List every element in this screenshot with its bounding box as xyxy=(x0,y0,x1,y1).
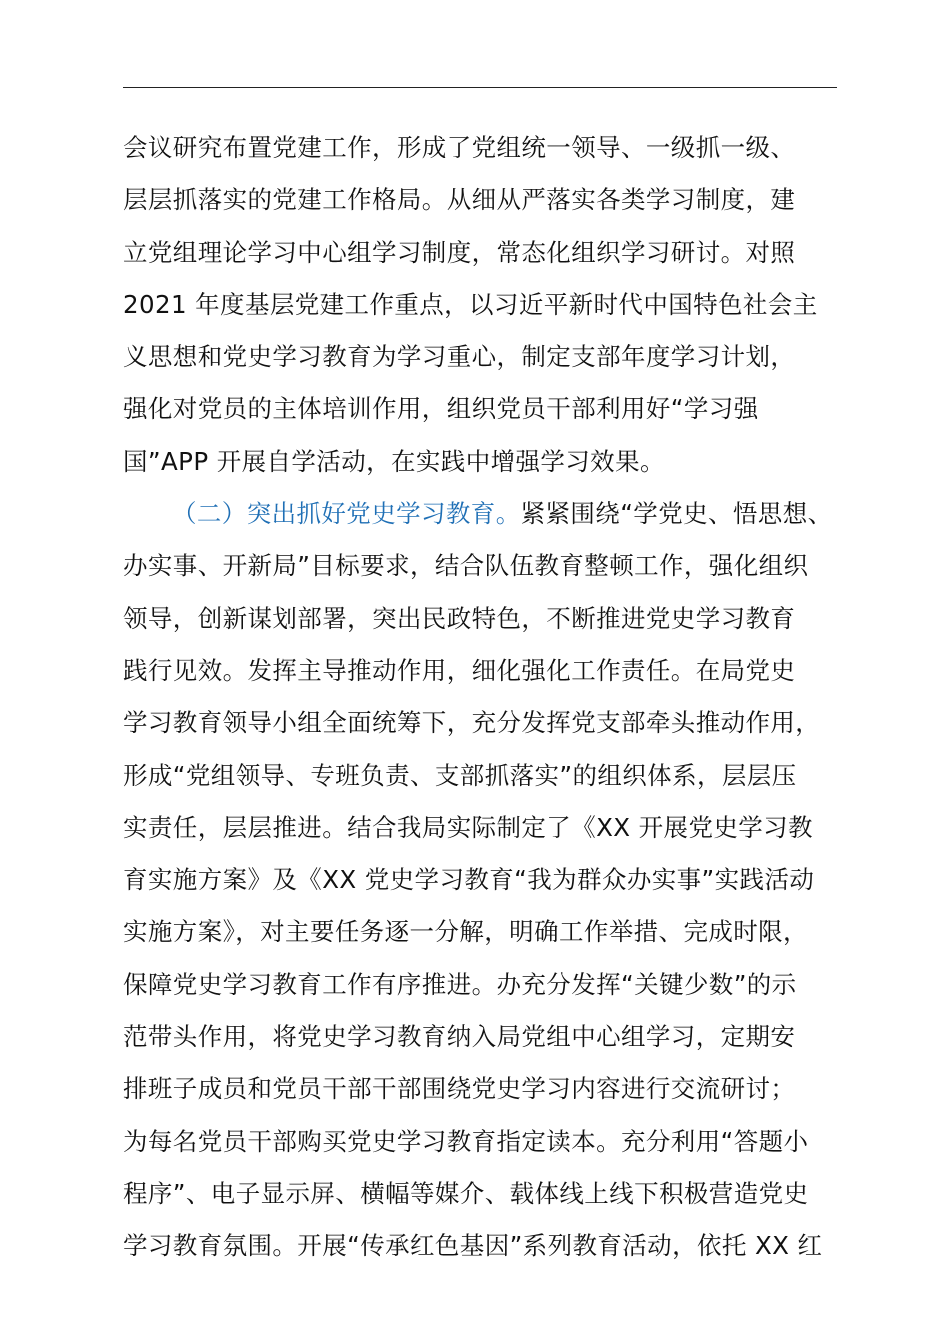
text-line: 立党组理论学习中心组学习制度，常态化组织学习研讨。对照 xyxy=(123,237,796,267)
text-line: 学习教育氛围。开展“传承红色基因”系列教育活动，依托 XX 红 xyxy=(123,1231,823,1261)
text-line: 实责任，层层推进。结合我局实际制定了《XX 开展党史学习教 xyxy=(123,812,813,842)
text-line: 程序”、电子显示屏、横幅等媒介、载体线上线下积极营造党史 xyxy=(123,1178,809,1208)
text-line: 国”APP 开展自学活动，在实践中增强学习效果。 xyxy=(123,446,665,476)
section-paragraph-first-line xyxy=(123,488,863,540)
text-line: 践行见效。发挥主导推动作用，细化强化工作责任。在局党史 xyxy=(123,655,796,685)
text-line: 办实事、开新局”目标要求，结合队伍教育整顿工作，强化组织 xyxy=(123,551,809,581)
text-line: 范带头作用，将党史学习教育纳入局党组中心组学习，定期安 xyxy=(123,1022,796,1052)
text-line: 会议研究布置党建工作，形成了党组统一领导、一级抓一级、 xyxy=(123,133,796,162)
body-text xyxy=(123,122,863,1273)
text-line: 育实施方案》及《XX 党史学习教育“我为群众办实事”实践活动 xyxy=(123,865,815,895)
text-line: 排班子成员和党员干部干部围绕党史学习内容进行交流研讨； xyxy=(123,1074,796,1104)
text-line: 学习教育领导小组全面统筹下，充分发挥党支部牵头推动作用， xyxy=(123,708,821,738)
text-line: 强化对党员的主体培训作用，组织党员干部利用好“学习强 xyxy=(123,394,759,424)
text-line: 层层抓落实的党建工作格局。从细从严落实各类学习制度，建 xyxy=(123,185,796,215)
header-rule xyxy=(123,87,837,88)
section-heading: （二）突出抓好党史学习教育。 xyxy=(172,499,521,529)
text-line: 保障党史学习教育工作有序推进。办充分发挥“关键少数”的示 xyxy=(123,969,797,999)
text-line: 紧紧围绕“学党史、悟思想、 xyxy=(520,499,833,529)
text-line: 实施方案》，对主要任务逐一分解，明确工作举措、完成时限， xyxy=(123,917,808,947)
text-line: 形成“党组领导、专班负责、支部抓落实”的组织体系，层层压 xyxy=(123,760,797,790)
text-line: 2021 年度基层党建工作重点，以习近平新时代中国特色社会主 xyxy=(123,289,818,319)
text-line: 义思想和党史学习教育为学习重心，制定支部年度学习计划， xyxy=(123,342,796,372)
text-line: 为每名党员干部购买党史学习教育指定读本。充分利用“答题小 xyxy=(123,1126,809,1156)
text-line: 领导，创新谋划部署，突出民政特色，不断推进党史学习教育 xyxy=(123,603,796,633)
